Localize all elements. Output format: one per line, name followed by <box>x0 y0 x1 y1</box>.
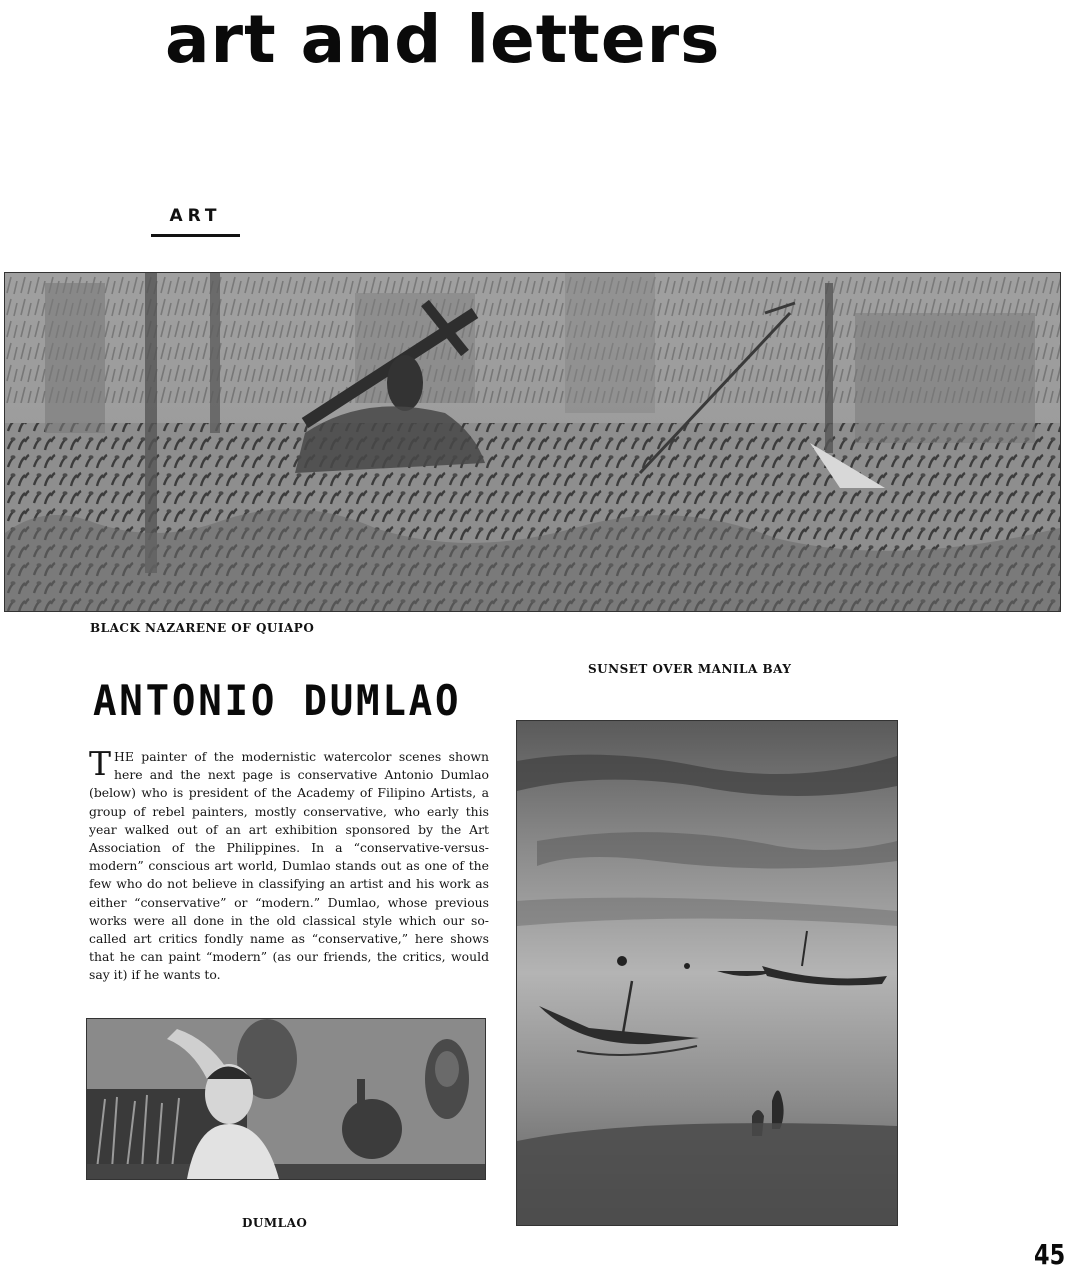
quiapo-caption: BLACK NAZARENE OF QUIAPO <box>90 621 315 635</box>
section-label: ART <box>151 206 240 237</box>
article-headline: ANTONIO DUMLAO <box>93 676 462 725</box>
drop-cap: T <box>89 744 112 783</box>
sunset-painting <box>516 720 898 1226</box>
dumlao-portrait <box>86 1018 486 1180</box>
page-number: 45 <box>1034 1238 1065 1271</box>
article-body <box>89 744 489 985</box>
masthead-title: art and letters <box>165 1 721 78</box>
dumlao-caption: DUMLAO <box>242 1216 308 1230</box>
article-text: HE painter of the modernistic watercolor scenes shown here and the next page is conservative Antonio Dumlao (below) who is president of the Academy of Filipino Artists, a group of rebel painters, mostly conservative, who early this year walked out of an art exhibition sponsored by the Art Association of the Philippines. In a “conservative-versus-modern” conscious art world, Dumlao stands out as one of the few who do not believe in classifying an artist and his work as either “conservative” or “modern.” Dumlao, whose previous works were all done in the old classical style which our so-called art critics fondly name as “conservative,” here shows that he can paint “modern” (as our friends, the critics, would say it) if he wants to. <box>89 749 489 983</box>
sunset-caption: SUNSET OVER MANILA BAY <box>588 662 792 676</box>
black-nazarene-painting <box>4 272 1061 612</box>
